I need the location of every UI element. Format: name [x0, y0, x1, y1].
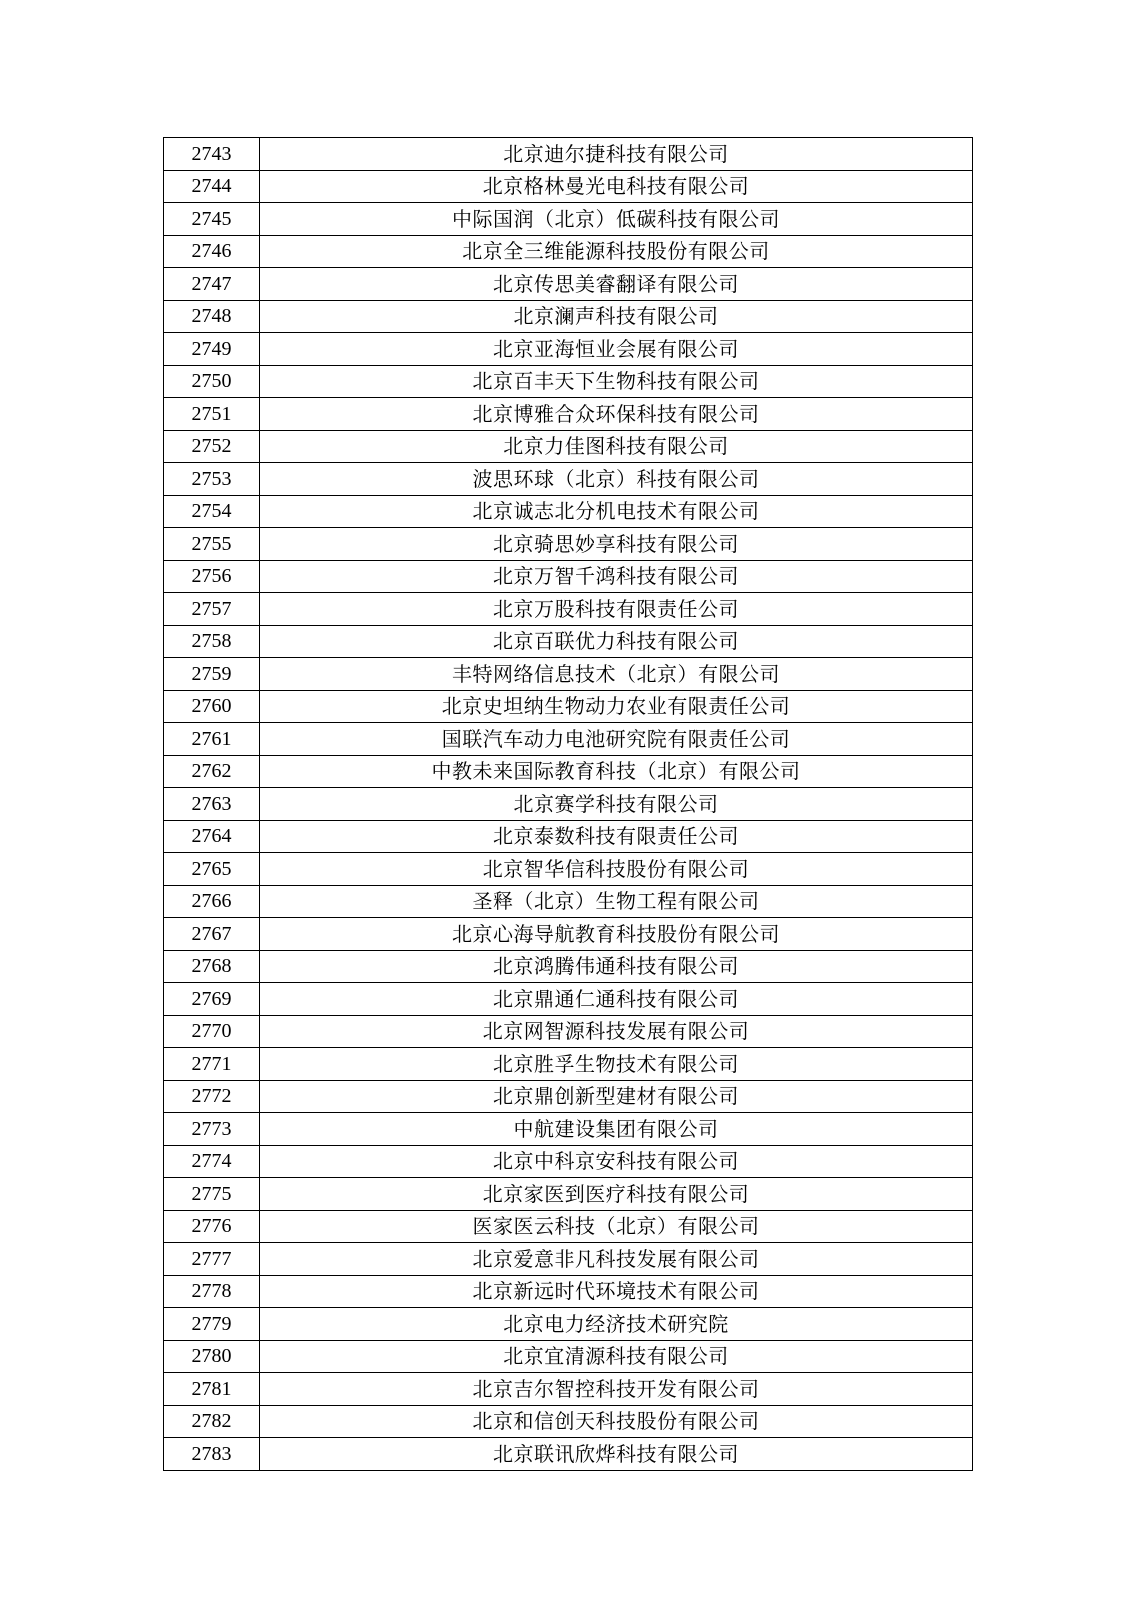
table-row — [164, 788, 973, 821]
table-row — [164, 138, 973, 171]
row-number-cell: 2766 — [164, 885, 260, 918]
company-name-cell: 北京万股科技有限责任公司 — [260, 593, 973, 626]
row-number-cell: 2783 — [164, 1438, 260, 1471]
company-name-cell: 北京电力经济技术研究院 — [260, 1308, 973, 1341]
row-number-cell: 2750 — [164, 365, 260, 398]
table-row — [164, 463, 973, 496]
table-row — [164, 398, 973, 431]
table-body — [164, 138, 973, 1471]
table-row — [164, 268, 973, 301]
table-row — [164, 690, 973, 723]
row-number-cell: 2772 — [164, 1080, 260, 1113]
table-row — [164, 528, 973, 561]
row-number-cell: 2776 — [164, 1210, 260, 1243]
row-number-cell: 2747 — [164, 268, 260, 301]
row-number-cell: 2746 — [164, 235, 260, 268]
company-name-cell: 圣释（北京）生物工程有限公司 — [260, 885, 973, 918]
company-name-cell: 北京中科京安科技有限公司 — [260, 1145, 973, 1178]
row-number-cell: 2779 — [164, 1308, 260, 1341]
row-number-cell: 2760 — [164, 690, 260, 723]
company-name-cell: 北京和信创天科技股份有限公司 — [260, 1405, 973, 1438]
row-number-cell: 2743 — [164, 138, 260, 171]
company-name-cell: 北京鸿腾伟通科技有限公司 — [260, 950, 973, 983]
row-number-cell: 2744 — [164, 170, 260, 203]
company-name-cell: 北京新远时代环境技术有限公司 — [260, 1275, 973, 1308]
table-row — [164, 203, 973, 236]
company-name-cell: 北京骑思妙享科技有限公司 — [260, 528, 973, 561]
company-name-cell: 北京鼎创新型建材有限公司 — [260, 1080, 973, 1113]
company-name-cell: 北京全三维能源科技股份有限公司 — [260, 235, 973, 268]
row-number-cell: 2775 — [164, 1178, 260, 1211]
row-number-cell: 2759 — [164, 658, 260, 691]
table-row — [164, 593, 973, 626]
company-name-cell: 北京赛学科技有限公司 — [260, 788, 973, 821]
row-number-cell: 2758 — [164, 625, 260, 658]
company-name-cell: 北京力佳图科技有限公司 — [260, 430, 973, 463]
table-row — [164, 1210, 973, 1243]
company-name-cell: 北京家医到医疗科技有限公司 — [260, 1178, 973, 1211]
row-number-cell: 2782 — [164, 1405, 260, 1438]
table-row — [164, 365, 973, 398]
row-number-cell: 2751 — [164, 398, 260, 431]
company-name-cell: 北京宜清源科技有限公司 — [260, 1340, 973, 1373]
company-name-cell: 国联汽车动力电池研究院有限责任公司 — [260, 723, 973, 756]
row-number-cell: 2756 — [164, 560, 260, 593]
table-row — [164, 1015, 973, 1048]
row-number-cell: 2773 — [164, 1113, 260, 1146]
row-number-cell: 2768 — [164, 950, 260, 983]
row-number-cell: 2754 — [164, 495, 260, 528]
row-number-cell: 2749 — [164, 333, 260, 366]
company-name-cell: 北京迪尔捷科技有限公司 — [260, 138, 973, 171]
table-row — [164, 853, 973, 886]
company-name-cell: 北京鼎通仁通科技有限公司 — [260, 983, 973, 1016]
row-number-cell: 2748 — [164, 300, 260, 333]
company-name-cell: 北京万智千鸿科技有限公司 — [260, 560, 973, 593]
company-name-cell: 北京格林曼光电科技有限公司 — [260, 170, 973, 203]
row-number-cell: 2770 — [164, 1015, 260, 1048]
row-number-cell: 2771 — [164, 1048, 260, 1081]
table-row — [164, 1438, 973, 1471]
row-number-cell: 2762 — [164, 755, 260, 788]
company-name-cell: 丰特网络信息技术（北京）有限公司 — [260, 658, 973, 691]
table-row — [164, 170, 973, 203]
company-list-table — [163, 137, 973, 1471]
table-row — [164, 658, 973, 691]
table-row — [164, 755, 973, 788]
row-number-cell: 2769 — [164, 983, 260, 1016]
table-row — [164, 333, 973, 366]
table-row — [164, 983, 973, 1016]
company-name-cell: 波思环球（北京）科技有限公司 — [260, 463, 973, 496]
company-name-cell: 北京百联优力科技有限公司 — [260, 625, 973, 658]
table-row — [164, 235, 973, 268]
company-name-cell: 北京爱意非凡科技发展有限公司 — [260, 1243, 973, 1276]
table-row — [164, 495, 973, 528]
company-name-cell: 北京心海导航教育科技股份有限公司 — [260, 918, 973, 951]
table-row — [164, 1178, 973, 1211]
company-name-cell: 北京传思美睿翻译有限公司 — [260, 268, 973, 301]
table-row — [164, 300, 973, 333]
table-row — [164, 1275, 973, 1308]
table-row — [164, 430, 973, 463]
company-name-cell: 中际国润（北京）低碳科技有限公司 — [260, 203, 973, 236]
table-row — [164, 1308, 973, 1341]
company-name-cell: 北京智华信科技股份有限公司 — [260, 853, 973, 886]
company-name-cell: 中教未来国际教育科技（北京）有限公司 — [260, 755, 973, 788]
table-row — [164, 1048, 973, 1081]
row-number-cell: 2767 — [164, 918, 260, 951]
table-row — [164, 723, 973, 756]
table-row — [164, 1340, 973, 1373]
row-number-cell: 2778 — [164, 1275, 260, 1308]
table-row — [164, 918, 973, 951]
row-number-cell: 2780 — [164, 1340, 260, 1373]
table-row — [164, 1405, 973, 1438]
row-number-cell: 2752 — [164, 430, 260, 463]
company-name-cell: 北京胜孚生物技术有限公司 — [260, 1048, 973, 1081]
table-row — [164, 1145, 973, 1178]
company-name-cell: 北京联讯欣烨科技有限公司 — [260, 1438, 973, 1471]
row-number-cell: 2763 — [164, 788, 260, 821]
table-row — [164, 1373, 973, 1406]
row-number-cell: 2757 — [164, 593, 260, 626]
table-row — [164, 625, 973, 658]
table-row — [164, 1243, 973, 1276]
company-name-cell: 北京诚志北分机电技术有限公司 — [260, 495, 973, 528]
table-row — [164, 885, 973, 918]
company-name-cell: 医家医云科技（北京）有限公司 — [260, 1210, 973, 1243]
table-row — [164, 820, 973, 853]
table-row — [164, 560, 973, 593]
company-name-cell: 北京亚海恒业会展有限公司 — [260, 333, 973, 366]
row-number-cell: 2764 — [164, 820, 260, 853]
company-name-cell: 北京网智源科技发展有限公司 — [260, 1015, 973, 1048]
company-name-cell: 北京澜声科技有限公司 — [260, 300, 973, 333]
table-row — [164, 1080, 973, 1113]
row-number-cell: 2781 — [164, 1373, 260, 1406]
company-name-cell: 中航建设集团有限公司 — [260, 1113, 973, 1146]
company-name-cell: 北京博雅合众环保科技有限公司 — [260, 398, 973, 431]
row-number-cell: 2753 — [164, 463, 260, 496]
table-row — [164, 950, 973, 983]
row-number-cell: 2765 — [164, 853, 260, 886]
row-number-cell: 2774 — [164, 1145, 260, 1178]
company-name-cell: 北京史坦纳生物动力农业有限责任公司 — [260, 690, 973, 723]
company-name-cell: 北京百丰天下生物科技有限公司 — [260, 365, 973, 398]
company-name-cell: 北京吉尔智控科技开发有限公司 — [260, 1373, 973, 1406]
row-number-cell: 2745 — [164, 203, 260, 236]
company-name-cell: 北京泰数科技有限责任公司 — [260, 820, 973, 853]
row-number-cell: 2755 — [164, 528, 260, 561]
table-row — [164, 1113, 973, 1146]
row-number-cell: 2761 — [164, 723, 260, 756]
row-number-cell: 2777 — [164, 1243, 260, 1276]
